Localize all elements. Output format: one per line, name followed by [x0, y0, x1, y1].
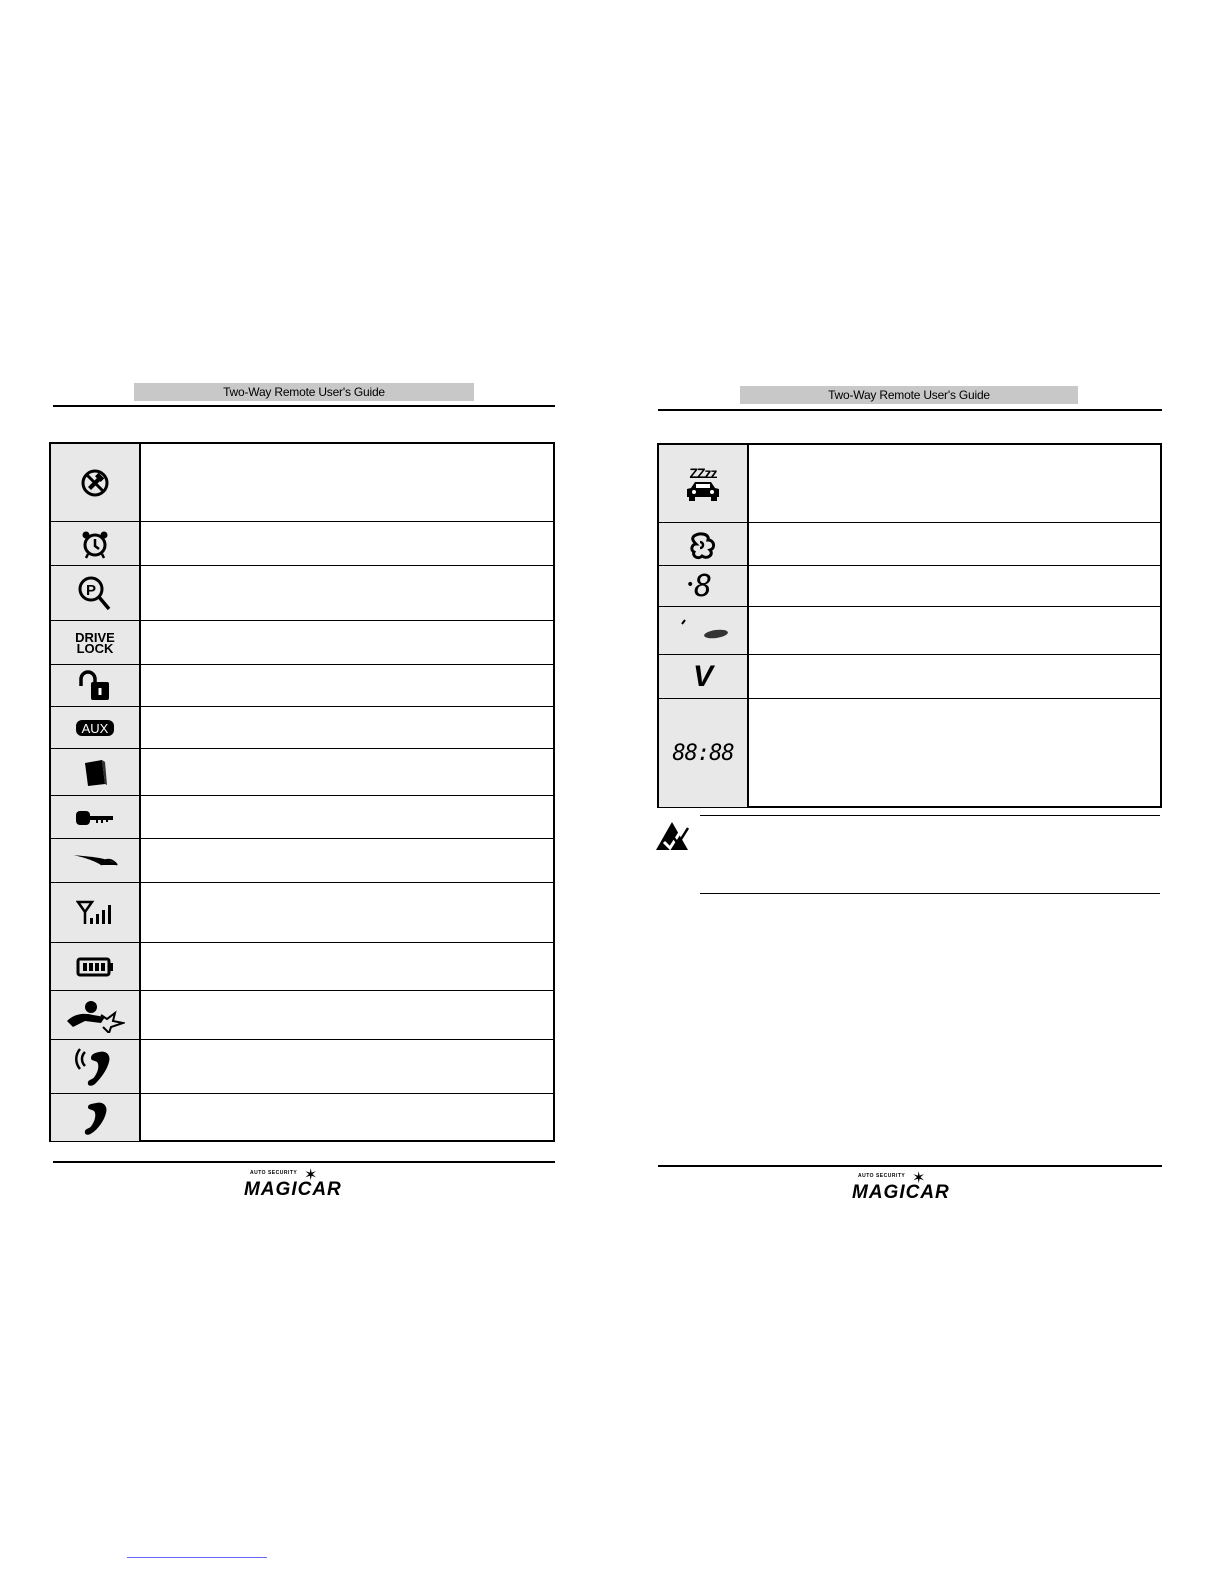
blurred-segment-icon	[659, 607, 749, 655]
page-header: Two-Way Remote User's Guide	[134, 383, 474, 401]
no-hammer-icon	[51, 444, 141, 521]
unlock-padlock-icon	[51, 665, 141, 707]
lock-label: LOCK	[76, 641, 114, 656]
note-check-icon	[654, 820, 690, 859]
magicar-logo	[852, 1171, 982, 1203]
table-row	[51, 1039, 553, 1094]
table-row	[659, 445, 1160, 522]
drive-lock-icon	[51, 621, 141, 665]
note-top-rule	[700, 815, 1160, 816]
footer-rule	[53, 1161, 555, 1163]
aux-label: AUX	[81, 721, 109, 736]
table-row	[51, 838, 553, 883]
table-row	[51, 942, 553, 991]
footer-rule	[658, 1165, 1162, 1167]
table-row	[659, 522, 1160, 566]
table-row	[51, 664, 553, 707]
ringing-phone-icon	[51, 1040, 141, 1094]
logo-brand: MAGICAR	[244, 1179, 342, 1200]
table-row	[51, 990, 553, 1040]
clock-label: 88:88	[672, 740, 734, 766]
table-row	[51, 444, 553, 521]
aux-icon	[51, 707, 141, 749]
table-row	[51, 565, 553, 621]
table-row	[51, 795, 553, 839]
link-underline	[127, 1557, 267, 1558]
logo-tagline: AUTO SECURITY	[858, 1173, 906, 1179]
table-row	[51, 620, 553, 665]
right-page	[654, 0, 1174, 1584]
table-row	[51, 882, 553, 943]
alarm-clock-icon	[51, 522, 141, 566]
battery-icon	[51, 943, 141, 991]
sleeping-car-icon	[659, 445, 749, 522]
key-icon	[51, 796, 141, 839]
logo-brand: MAGICAR	[852, 1182, 950, 1203]
logo-tagline: AUTO SECURITY	[250, 1170, 298, 1176]
star-icon: ✶	[304, 1167, 318, 1184]
clock-digits-icon	[659, 699, 749, 807]
header-rule	[53, 405, 555, 407]
table-row	[51, 706, 553, 749]
table-row	[51, 521, 553, 566]
smoke-icon	[659, 523, 749, 566]
digit-eight-icon: • 8	[659, 566, 749, 607]
table-row	[659, 565, 1160, 607]
note-bottom-rule	[700, 893, 1160, 894]
intruder-icon	[51, 991, 141, 1040]
volt-label: V	[692, 660, 713, 693]
table-row	[51, 748, 553, 796]
icon-table	[657, 443, 1162, 808]
svg-text:P: P	[86, 581, 97, 599]
phone-icon	[51, 1094, 141, 1141]
door-icon	[51, 749, 141, 796]
table-row	[51, 1093, 553, 1141]
parking-search-icon	[51, 566, 141, 621]
magicar-logo	[244, 1168, 374, 1200]
volt-icon	[659, 655, 749, 699]
icon-table	[49, 442, 555, 1142]
left-page	[48, 0, 568, 1584]
table-row	[659, 698, 1160, 807]
trunk-icon	[51, 839, 141, 883]
header-rule	[658, 409, 1162, 411]
table-row	[659, 654, 1160, 699]
table-row	[659, 606, 1160, 655]
zzz-label: ZZzz	[689, 464, 717, 481]
digit-label: 8	[693, 568, 713, 604]
star-icon: ✶	[912, 1170, 926, 1187]
page-header: Two-Way Remote User's Guide	[740, 386, 1078, 404]
signal-strength-icon	[51, 883, 141, 943]
drive-label: DRIVE	[75, 630, 115, 645]
